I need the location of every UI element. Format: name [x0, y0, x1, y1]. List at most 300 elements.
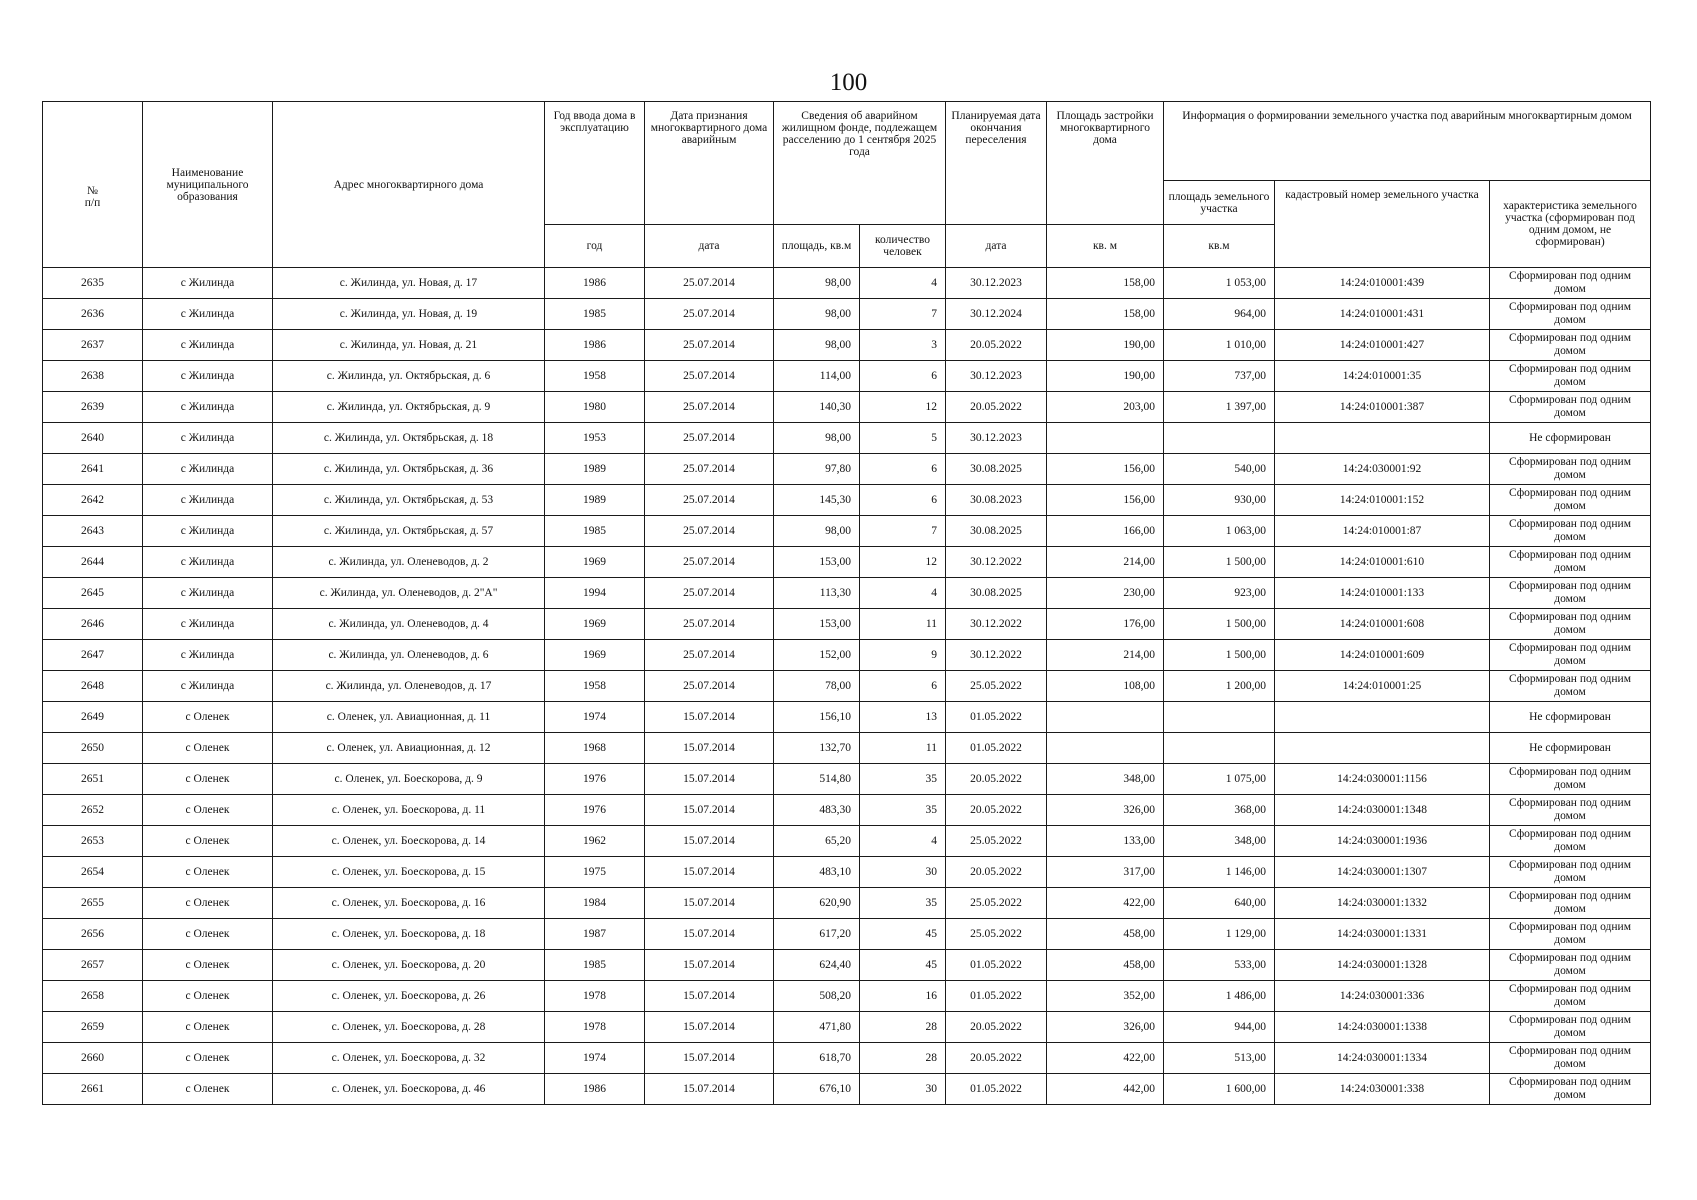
- row-land-status: Сформирован под одним домом: [1490, 268, 1651, 299]
- row-municipality: с Жилинда: [143, 640, 273, 671]
- row-date-declared: 25.07.2014: [645, 299, 774, 330]
- row-area: 620,90: [774, 888, 860, 919]
- row-number: 2648: [43, 671, 143, 702]
- row-municipality: с Оленек: [143, 950, 273, 981]
- page-number: 100: [829, 69, 868, 96]
- row-land-area: 1 200,00: [1164, 671, 1275, 702]
- table-row: [43, 516, 1651, 547]
- row-land-status: Сформирован под одним домом: [1490, 361, 1651, 392]
- row-date-declared: 25.07.2014: [645, 423, 774, 454]
- row-people: 12: [860, 547, 946, 578]
- row-cadastral: 14:24:010001:609: [1275, 640, 1490, 671]
- row-planned-date: 20.05.2022: [946, 795, 1047, 826]
- row-land-area: 348,00: [1164, 826, 1275, 857]
- row-cadastral: 14:24:010001:610: [1275, 547, 1490, 578]
- row-building-area: 442,00: [1047, 1074, 1164, 1105]
- row-cadastral: 14:24:030001:1338: [1275, 1012, 1490, 1043]
- row-municipality: с Оленек: [143, 1074, 273, 1105]
- row-planned-date: 30.08.2023: [946, 485, 1047, 516]
- row-area: 471,80: [774, 1012, 860, 1043]
- row-building-area: 133,00: [1047, 826, 1164, 857]
- row-cadastral: 14:24:030001:336: [1275, 981, 1490, 1012]
- header-num: [43, 102, 143, 268]
- row-address: с. Жилинда, ул. Новая, д. 21: [273, 330, 545, 361]
- row-planned-date: 01.05.2022: [946, 733, 1047, 764]
- row-date-declared: 15.07.2014: [645, 733, 774, 764]
- row-land-status: Сформирован под одним домом: [1490, 826, 1651, 857]
- row-people: 7: [860, 299, 946, 330]
- table-row: [43, 1012, 1651, 1043]
- row-cadastral: 14:24:030001:92: [1275, 454, 1490, 485]
- row-building-area: 317,00: [1047, 857, 1164, 888]
- row-date-declared: 15.07.2014: [645, 981, 774, 1012]
- row-land-status: Сформирован под одним домом: [1490, 454, 1651, 485]
- row-building-area: 230,00: [1047, 578, 1164, 609]
- table-row: [43, 547, 1651, 578]
- row-address: с. Жилинда, ул. Оленеводов, д. 2"А": [273, 578, 545, 609]
- row-area: 140,30: [774, 392, 860, 423]
- row-land-status: Сформирован под одним домом: [1490, 857, 1651, 888]
- row-municipality: с Оленек: [143, 702, 273, 733]
- row-cadastral: 14:24:010001:87: [1275, 516, 1490, 547]
- row-year: 1986: [545, 1074, 645, 1105]
- row-people: 5: [860, 423, 946, 454]
- row-address: с. Жилинда, ул. Оленеводов, д. 6: [273, 640, 545, 671]
- row-address: с. Оленек, ул. Боескорова, д. 18: [273, 919, 545, 950]
- row-land-area: 1 063,00: [1164, 516, 1275, 547]
- row-building-area: 214,00: [1047, 640, 1164, 671]
- row-number: 2654: [43, 857, 143, 888]
- row-year: 1989: [545, 485, 645, 516]
- row-municipality: с Жилинда: [143, 423, 273, 454]
- row-planned-date: 01.05.2022: [946, 702, 1047, 733]
- row-address: с. Жилинда, ул. Оленеводов, д. 4: [273, 609, 545, 640]
- table-row: [43, 764, 1651, 795]
- row-building-area: [1047, 423, 1164, 454]
- row-number: 2661: [43, 1074, 143, 1105]
- row-address: с. Жилинда, ул. Оленеводов, д. 17: [273, 671, 545, 702]
- table-row: [43, 485, 1651, 516]
- row-address: с. Жилинда, ул. Октябрьская, д. 36: [273, 454, 545, 485]
- row-land-area: 1 600,00: [1164, 1074, 1275, 1105]
- row-cadastral: 14:24:010001:439: [1275, 268, 1490, 299]
- row-municipality: с Жилинда: [143, 547, 273, 578]
- row-area: 98,00: [774, 423, 860, 454]
- row-address: с. Оленек, ул. Авиационная, д. 11: [273, 702, 545, 733]
- row-cadastral: 14:24:030001:338: [1275, 1074, 1490, 1105]
- table-row: [43, 578, 1651, 609]
- row-address: с. Оленек, ул. Боескорова, д. 26: [273, 981, 545, 1012]
- row-planned-date: 30.08.2025: [946, 516, 1047, 547]
- row-address: с. Оленек, ул. Боескорова, д. 14: [273, 826, 545, 857]
- row-people: 13: [860, 702, 946, 733]
- row-date-declared: 15.07.2014: [645, 950, 774, 981]
- housing-registry-table: [42, 101, 1651, 1105]
- row-building-area: [1047, 733, 1164, 764]
- row-land-status: Сформирован под одним домом: [1490, 1074, 1651, 1105]
- row-planned-date: 30.12.2023: [946, 268, 1047, 299]
- row-municipality: с Жилинда: [143, 516, 273, 547]
- row-date-declared: 15.07.2014: [645, 764, 774, 795]
- row-date-declared: 15.07.2014: [645, 919, 774, 950]
- row-land-status: Сформирован под одним домом: [1490, 919, 1651, 950]
- row-cadastral: [1275, 423, 1490, 454]
- row-building-area: 190,00: [1047, 330, 1164, 361]
- row-date-declared: 25.07.2014: [645, 578, 774, 609]
- table-row: [43, 609, 1651, 640]
- table-row: [43, 888, 1651, 919]
- row-cadastral: 14:24:010001:35: [1275, 361, 1490, 392]
- row-land-area: 1 486,00: [1164, 981, 1275, 1012]
- row-address: с. Оленек, ул. Боескорова, д. 9: [273, 764, 545, 795]
- row-municipality: с Жилинда: [143, 671, 273, 702]
- row-planned-date: 01.05.2022: [946, 1074, 1047, 1105]
- row-number: 2658: [43, 981, 143, 1012]
- unit-area: площадь, кв.м: [774, 225, 860, 268]
- header-housing-info: Сведения об аварийном жилищном фонде, подлежащем расселению до 1 сентября 2025 года: [774, 102, 946, 225]
- row-number: 2643: [43, 516, 143, 547]
- row-cadastral: [1275, 733, 1490, 764]
- row-people: 12: [860, 392, 946, 423]
- header-planned-date: Планируемая дата окончания переселения: [946, 102, 1047, 225]
- row-planned-date: 25.05.2022: [946, 671, 1047, 702]
- row-building-area: 326,00: [1047, 1012, 1164, 1043]
- header-land-info: Информация о формировании земельного участка под аварийным многоквартирным домом: [1164, 102, 1651, 181]
- table-row: [43, 733, 1651, 764]
- row-year: 1978: [545, 1012, 645, 1043]
- row-date-declared: 25.07.2014: [645, 485, 774, 516]
- row-municipality: с Оленек: [143, 919, 273, 950]
- row-year: 1969: [545, 640, 645, 671]
- row-municipality: с Жилинда: [143, 485, 273, 516]
- row-number: 2649: [43, 702, 143, 733]
- table-row: [43, 392, 1651, 423]
- row-date-declared: 15.07.2014: [645, 795, 774, 826]
- row-people: 30: [860, 857, 946, 888]
- row-municipality: с Оленек: [143, 733, 273, 764]
- row-area: 114,00: [774, 361, 860, 392]
- table-row: [43, 423, 1651, 454]
- row-area: 508,20: [774, 981, 860, 1012]
- row-land-status: Сформирован под одним домом: [1490, 485, 1651, 516]
- row-cadastral: 14:24:010001:608: [1275, 609, 1490, 640]
- row-planned-date: 01.05.2022: [946, 950, 1047, 981]
- row-address: с. Оленек, ул. Боескорова, д. 32: [273, 1043, 545, 1074]
- row-number: 2657: [43, 950, 143, 981]
- row-building-area: 166,00: [1047, 516, 1164, 547]
- row-date-declared: 25.07.2014: [645, 547, 774, 578]
- row-area: 514,80: [774, 764, 860, 795]
- row-date-declared: 25.07.2014: [645, 609, 774, 640]
- header-num-label: № п/п: [84, 184, 101, 209]
- row-building-area: 214,00: [1047, 547, 1164, 578]
- row-building-area: 326,00: [1047, 795, 1164, 826]
- table-row: [43, 299, 1651, 330]
- row-year: 1958: [545, 671, 645, 702]
- row-land-area: [1164, 423, 1275, 454]
- row-land-area: 1 397,00: [1164, 392, 1275, 423]
- row-building-area: 156,00: [1047, 485, 1164, 516]
- row-area: 152,00: [774, 640, 860, 671]
- header-year-built: Год ввода дома в эксплуатацию: [545, 102, 645, 225]
- row-year: 1986: [545, 268, 645, 299]
- row-date-declared: 15.07.2014: [645, 888, 774, 919]
- unit-people: количество человек: [860, 225, 946, 268]
- row-area: 113,30: [774, 578, 860, 609]
- row-people: 45: [860, 950, 946, 981]
- row-cadastral: 14:24:030001:1348: [1275, 795, 1490, 826]
- row-date-declared: 25.07.2014: [645, 392, 774, 423]
- row-address: с. Оленек, ул. Боескорова, д. 20: [273, 950, 545, 981]
- row-number: 2640: [43, 423, 143, 454]
- row-planned-date: 20.05.2022: [946, 1012, 1047, 1043]
- row-year: 1994: [545, 578, 645, 609]
- row-people: 6: [860, 671, 946, 702]
- row-planned-date: 20.05.2022: [946, 392, 1047, 423]
- table-row: [43, 919, 1651, 950]
- row-people: 4: [860, 268, 946, 299]
- row-planned-date: 30.08.2025: [946, 578, 1047, 609]
- row-land-status: Не сформирован: [1490, 733, 1651, 764]
- row-planned-date: 25.05.2022: [946, 826, 1047, 857]
- row-building-area: 348,00: [1047, 764, 1164, 795]
- row-municipality: с Оленек: [143, 857, 273, 888]
- row-year: 1989: [545, 454, 645, 485]
- row-date-declared: 15.07.2014: [645, 826, 774, 857]
- row-municipality: с Оленек: [143, 795, 273, 826]
- row-people: 11: [860, 733, 946, 764]
- row-address: с. Жилинда, ул. Октябрьская, д. 57: [273, 516, 545, 547]
- table-row: [43, 950, 1651, 981]
- row-land-area: [1164, 702, 1275, 733]
- header-municipality: Наименование муниципального образования: [143, 102, 273, 268]
- row-land-status: Не сформирован: [1490, 702, 1651, 733]
- header-address: Адрес многоквартирного дома: [273, 102, 545, 268]
- row-area: 483,10: [774, 857, 860, 888]
- table-row: [43, 671, 1651, 702]
- header-cadastral: кадастровый номер земельного участка: [1275, 181, 1490, 268]
- row-area: 153,00: [774, 547, 860, 578]
- row-address: с. Оленек, ул. Авиационная, д. 12: [273, 733, 545, 764]
- unit-building: кв. м: [1047, 225, 1164, 268]
- row-planned-date: 20.05.2022: [946, 857, 1047, 888]
- row-building-area: 203,00: [1047, 392, 1164, 423]
- row-land-area: 1 500,00: [1164, 547, 1275, 578]
- row-planned-date: 30.12.2023: [946, 361, 1047, 392]
- row-date-declared: 25.07.2014: [645, 361, 774, 392]
- row-land-status: Сформирован под одним домом: [1490, 640, 1651, 671]
- row-land-area: 944,00: [1164, 1012, 1275, 1043]
- row-land-area: 1 500,00: [1164, 640, 1275, 671]
- row-year: 1980: [545, 392, 645, 423]
- header-date-declared: Дата признания многоквартирного дома аварийным: [645, 102, 774, 225]
- row-area: 78,00: [774, 671, 860, 702]
- unit-date: дата: [645, 225, 774, 268]
- row-area: 617,20: [774, 919, 860, 950]
- row-planned-date: 20.05.2022: [946, 764, 1047, 795]
- row-municipality: с Оленек: [143, 826, 273, 857]
- row-area: 98,00: [774, 330, 860, 361]
- row-area: 618,70: [774, 1043, 860, 1074]
- row-cadastral: 14:24:030001:1334: [1275, 1043, 1490, 1074]
- row-people: 11: [860, 609, 946, 640]
- row-year: 1986: [545, 330, 645, 361]
- row-cadastral: 14:24:030001:1331: [1275, 919, 1490, 950]
- row-planned-date: 30.12.2022: [946, 609, 1047, 640]
- row-municipality: с Жилинда: [143, 578, 273, 609]
- table-row: [43, 361, 1651, 392]
- row-year: 1974: [545, 1043, 645, 1074]
- row-year: 1984: [545, 888, 645, 919]
- row-address: с. Жилинда, ул. Новая, д. 17: [273, 268, 545, 299]
- table-row: [43, 826, 1651, 857]
- row-land-area: 533,00: [1164, 950, 1275, 981]
- row-people: 35: [860, 888, 946, 919]
- row-land-area: 1 053,00: [1164, 268, 1275, 299]
- row-land-area: 930,00: [1164, 485, 1275, 516]
- row-address: с. Оленек, ул. Боескорова, д. 11: [273, 795, 545, 826]
- row-people: 6: [860, 454, 946, 485]
- row-date-declared: 25.07.2014: [645, 640, 774, 671]
- row-people: 3: [860, 330, 946, 361]
- row-building-area: 156,00: [1047, 454, 1164, 485]
- row-area: 97,80: [774, 454, 860, 485]
- row-number: 2651: [43, 764, 143, 795]
- row-number: 2652: [43, 795, 143, 826]
- row-year: 1958: [545, 361, 645, 392]
- row-address: с. Оленек, ул. Боескорова, д. 46: [273, 1074, 545, 1105]
- row-year: 1985: [545, 950, 645, 981]
- row-planned-date: 25.05.2022: [946, 888, 1047, 919]
- row-people: 35: [860, 764, 946, 795]
- row-area: 98,00: [774, 268, 860, 299]
- row-land-status: Сформирован под одним домом: [1490, 1043, 1651, 1074]
- row-planned-date: 25.05.2022: [946, 919, 1047, 950]
- row-land-area: 964,00: [1164, 299, 1275, 330]
- row-date-declared: 25.07.2014: [645, 454, 774, 485]
- row-date-declared: 25.07.2014: [645, 268, 774, 299]
- table-row: [43, 981, 1651, 1012]
- row-year: 1953: [545, 423, 645, 454]
- row-planned-date: 30.12.2023: [946, 423, 1047, 454]
- row-land-area: 1 500,00: [1164, 609, 1275, 640]
- row-year: 1985: [545, 299, 645, 330]
- row-area: 98,00: [774, 516, 860, 547]
- row-address: с. Жилинда, ул. Октябрьская, д. 9: [273, 392, 545, 423]
- row-land-area: 923,00: [1164, 578, 1275, 609]
- row-number: 2645: [43, 578, 143, 609]
- row-land-area: 1 146,00: [1164, 857, 1275, 888]
- row-area: 483,30: [774, 795, 860, 826]
- row-building-area: 158,00: [1047, 299, 1164, 330]
- row-people: 45: [860, 919, 946, 950]
- row-land-area: 1 075,00: [1164, 764, 1275, 795]
- row-year: 1985: [545, 516, 645, 547]
- row-land-status: Сформирован под одним домом: [1490, 578, 1651, 609]
- row-planned-date: 30.08.2025: [946, 454, 1047, 485]
- row-date-declared: 15.07.2014: [645, 1043, 774, 1074]
- row-land-status: Сформирован под одним домом: [1490, 671, 1651, 702]
- row-land-status: Сформирован под одним домом: [1490, 392, 1651, 423]
- unit-year: год: [545, 225, 645, 268]
- row-year: 1978: [545, 981, 645, 1012]
- table-row: [43, 640, 1651, 671]
- table-body: [43, 268, 1651, 1105]
- row-cadastral: 14:24:010001:152: [1275, 485, 1490, 516]
- row-building-area: 422,00: [1047, 1043, 1164, 1074]
- row-municipality: с Оленек: [143, 1043, 273, 1074]
- row-date-declared: 15.07.2014: [645, 702, 774, 733]
- row-date-declared: 15.07.2014: [645, 1074, 774, 1105]
- row-number: 2638: [43, 361, 143, 392]
- row-cadastral: 14:24:010001:387: [1275, 392, 1490, 423]
- row-area: 98,00: [774, 299, 860, 330]
- row-land-area: [1164, 733, 1275, 764]
- row-building-area: 352,00: [1047, 981, 1164, 1012]
- row-land-status: Сформирован под одним домом: [1490, 299, 1651, 330]
- row-number: 2646: [43, 609, 143, 640]
- row-address: с. Жилинда, ул. Октябрьская, д. 18: [273, 423, 545, 454]
- row-land-area: 1 129,00: [1164, 919, 1275, 950]
- row-municipality: с Жилинда: [143, 361, 273, 392]
- row-address: с. Оленек, ул. Боескорова, д. 28: [273, 1012, 545, 1043]
- row-cadastral: 14:24:030001:1307: [1275, 857, 1490, 888]
- row-people: 9: [860, 640, 946, 671]
- row-building-area: 176,00: [1047, 609, 1164, 640]
- row-people: 6: [860, 361, 946, 392]
- row-number: 2635: [43, 268, 143, 299]
- header-building-area: Площадь застройки многоквартирного дома: [1047, 102, 1164, 225]
- row-people: 4: [860, 578, 946, 609]
- row-number: 2656: [43, 919, 143, 950]
- table-row: [43, 1043, 1651, 1074]
- row-people: 16: [860, 981, 946, 1012]
- row-building-area: 458,00: [1047, 919, 1164, 950]
- row-land-area: 737,00: [1164, 361, 1275, 392]
- table-header: [43, 102, 1651, 268]
- row-date-declared: 25.07.2014: [645, 516, 774, 547]
- table-row: [43, 702, 1651, 733]
- row-address: с. Жилинда, ул. Оленеводов, д. 2: [273, 547, 545, 578]
- table-row: [43, 1074, 1651, 1105]
- row-date-declared: 15.07.2014: [645, 1012, 774, 1043]
- row-cadastral: 14:24:030001:1328: [1275, 950, 1490, 981]
- row-land-status: Сформирован под одним домом: [1490, 981, 1651, 1012]
- header-land-status: характеристика земельного участка (сформирован под одним домом, не сформирован): [1490, 181, 1651, 268]
- row-year: 1974: [545, 702, 645, 733]
- row-number: 2637: [43, 330, 143, 361]
- row-number: 2659: [43, 1012, 143, 1043]
- row-year: 1962: [545, 826, 645, 857]
- row-land-area: 513,00: [1164, 1043, 1275, 1074]
- row-year: 1975: [545, 857, 645, 888]
- row-land-status: Сформирован под одним домом: [1490, 516, 1651, 547]
- row-cadastral: 14:24:010001:25: [1275, 671, 1490, 702]
- row-people: 28: [860, 1012, 946, 1043]
- row-people: 7: [860, 516, 946, 547]
- row-date-declared: 25.07.2014: [645, 671, 774, 702]
- row-planned-date: 01.05.2022: [946, 981, 1047, 1012]
- row-land-status: Не сформирован: [1490, 423, 1651, 454]
- row-cadastral: 14:24:010001:431: [1275, 299, 1490, 330]
- table-row: [43, 857, 1651, 888]
- table-row: [43, 454, 1651, 485]
- row-address: с. Жилинда, ул. Октябрьская, д. 6: [273, 361, 545, 392]
- row-area: 132,70: [774, 733, 860, 764]
- row-municipality: с Жилинда: [143, 392, 273, 423]
- row-number: 2639: [43, 392, 143, 423]
- row-municipality: с Жилинда: [143, 454, 273, 485]
